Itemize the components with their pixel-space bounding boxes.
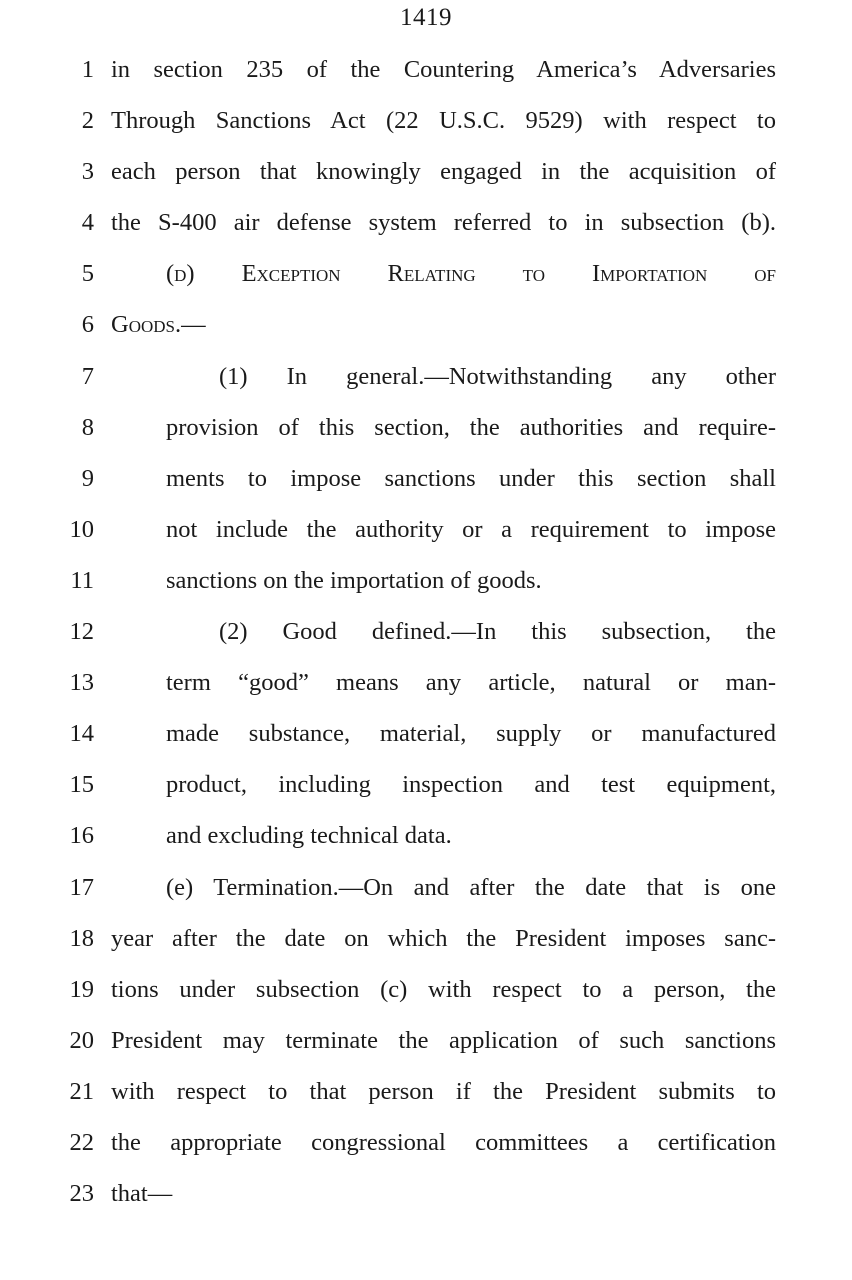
text-line [0, 1070, 852, 1121]
line-text: with respect to that person if the President submits to [111, 1077, 776, 1105]
text-line [0, 406, 852, 457]
line-number: 23 [69, 1180, 94, 1208]
text-line [0, 150, 852, 201]
text-line [0, 661, 852, 712]
text-line [0, 559, 852, 610]
line-number: 19 [69, 975, 94, 1003]
line-number: 16 [69, 822, 94, 850]
subsection-heading-cont: Goods.— [111, 311, 206, 339]
text-line [0, 99, 852, 150]
line-text: the S-400 air defense system referred to in subsection (b). [111, 209, 776, 237]
text-line [0, 1121, 852, 1172]
line-text: each person that knowingly engaged in the acquisition of [111, 158, 776, 186]
line-number: 7 [81, 362, 94, 390]
text-line [0, 303, 852, 354]
line-text: and excluding technical data. [166, 822, 452, 850]
line-text: Through Sanctions Act (22 U.S.C. 9529) with respect to [111, 107, 776, 135]
line-number: 2 [81, 107, 94, 135]
line-text: made substance, material, supply or manufactured [166, 720, 776, 748]
line-number: 1 [81, 56, 94, 83]
text-line [0, 48, 852, 99]
text-line [0, 968, 852, 1019]
line-text: President may terminate the application of such sanctions [111, 1026, 776, 1054]
text-line [0, 763, 852, 814]
line-text: (1) In general.—Notwithstanding any other [219, 362, 776, 390]
line-number: 22 [69, 1128, 94, 1156]
text-line [0, 917, 852, 968]
line-number: 20 [69, 1026, 94, 1054]
line-number: 14 [69, 720, 94, 748]
line-text: not include the authority or a requirement to impose [166, 515, 776, 543]
line-text: that— [111, 1180, 173, 1208]
line-number: 6 [81, 311, 94, 339]
line-number: 8 [81, 413, 94, 441]
text-line [0, 712, 852, 763]
text-line [0, 1172, 852, 1223]
line-text: (2) Good defined.—In this subsection, the [219, 618, 776, 646]
line-number: 10 [69, 515, 94, 543]
line-text: the appropriate congressional committees a certification [111, 1128, 776, 1156]
line-text: sanctions on the importation of goods. [166, 566, 542, 594]
line-text: ments to impose sanctions under this section shall [166, 464, 776, 492]
line-number: 21 [69, 1077, 94, 1105]
line-number: 11 [70, 566, 94, 594]
line-number: 18 [69, 924, 94, 952]
text-body [0, 48, 852, 1223]
line-number: 15 [69, 771, 94, 799]
line-text: (e) Termination.—On and after the date that is one [166, 873, 776, 901]
line-number: 5 [81, 260, 94, 288]
text-line [0, 1019, 852, 1070]
line-number: 4 [81, 209, 94, 237]
text-line [0, 866, 852, 917]
line-number: 9 [81, 464, 94, 492]
line-number: 13 [69, 669, 94, 697]
line-number: 12 [69, 618, 94, 646]
text-line [0, 814, 852, 865]
line-text: tions under subsection (c) with respect to a person, the [111, 975, 776, 1003]
line-text: year after the date on which the President imposes sanc- [111, 924, 776, 952]
line-text: term “good” means any article, natural or man- [166, 669, 776, 697]
subsection-heading: (d) Exception Relating to Importation of [166, 260, 776, 288]
text-line [0, 457, 852, 508]
text-line [0, 355, 852, 406]
line-text: product, including inspection and test equipment, [166, 771, 776, 799]
line-number: 3 [81, 158, 94, 186]
text-line [0, 610, 852, 661]
line-text: provision of this section, the authorities and require- [166, 413, 776, 441]
text-line [0, 201, 852, 252]
page-number: 1419 [400, 4, 452, 31]
line-number: 17 [69, 873, 94, 901]
line-text: in section 235 of the Countering America’s Adversaries [111, 56, 776, 83]
text-line [0, 252, 852, 303]
text-line [0, 508, 852, 559]
